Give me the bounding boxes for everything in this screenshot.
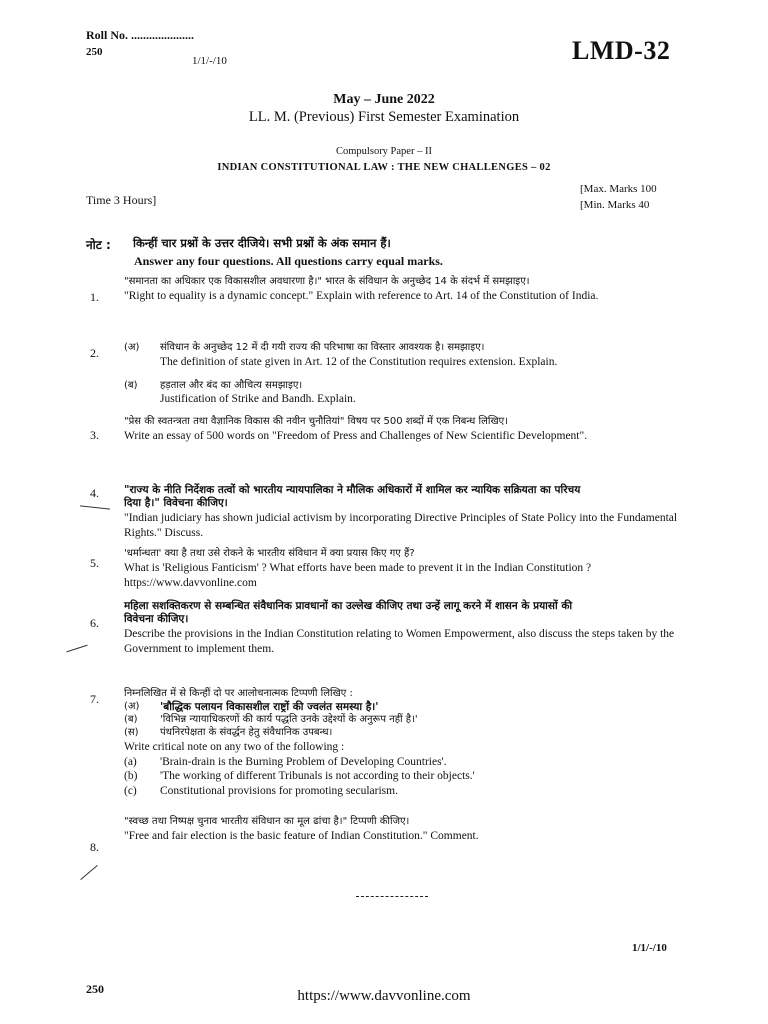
reference-code-top: 1/1/-/10 — [192, 55, 227, 67]
question-hindi: "राज्य के नीति निर्देशक तत्वों को भारतीय न्यायपालिका ने मौलिक अधिकारों में शामिल कर न्यायिक सक्रियता का परिचय — [124, 484, 581, 496]
question-number: 3. — [90, 428, 99, 442]
option-text: 'विभिन्न न्यायाधिकरणों की कार्य पद्धति उनके उद्देश्यों के अनुरूप नहीं है।' — [160, 714, 418, 726]
question-hindi: 'धर्मान्धता' क्या है तथा उसे रोकने के भारतीय संविधान में क्या प्रयास किए गए हैं? — [124, 548, 415, 559]
question-number: 8. — [90, 840, 99, 854]
paper-code: LMD-32 — [572, 36, 671, 65]
hindi-option — [124, 727, 684, 740]
exam-name: LL. M. (Previous) First Semester Examination — [248, 109, 520, 125]
question-hindi: महिला सशक्तिकरण से सम्बन्धित संवैधानिक प्रावधानों का उल्लेख कीजिए तथा उन्हें लागू करने में शासन के प्रयासों की — [124, 600, 573, 612]
option-label: (a) — [124, 755, 137, 768]
question-hindi: संविधान के अनुच्छेद 12 में दी गयी राज्य की परिभाषा का विस्तार आवश्यक है। समझाइए। — [160, 342, 485, 353]
option-text: पंथनिरपेक्षता के संवर्द्धन हेतु संवैधानिक उपबन्ध। — [160, 727, 333, 739]
question-1 — [124, 276, 684, 304]
exam-session: May – June 2022 — [333, 92, 435, 107]
question-number: 2. — [90, 346, 99, 360]
question-2 — [124, 342, 684, 407]
sub-question-label: (अ) — [124, 342, 140, 353]
english-option — [124, 755, 684, 770]
question-hindi: "प्रेस की स्वतन्त्रता तथा वैज्ञानिक विकास की नवीन चुनौतियां" विषय पर 500 शब्दों में एक निबन्ध लिखिए। — [124, 416, 508, 427]
option-text: 'The working of different Tribunals is not according to their objects.' — [160, 770, 475, 783]
hindi-option — [124, 714, 684, 727]
pen-mark — [80, 865, 97, 880]
pen-mark — [66, 645, 87, 653]
paper-serial-code: 250 — [86, 46, 103, 58]
note-english: Answer any four questions. All questions carry equal marks. — [134, 254, 443, 268]
end-divider — [356, 896, 428, 897]
option-text: 'बौद्धिक पलायन विकासशील राष्ट्रों की ज्वलंत समस्या है।' — [160, 700, 379, 713]
question-english: Write an essay of 500 words on "Freedom of Press and Challenges of New Scientific Development". — [124, 429, 588, 442]
option-text: 'Brain-drain is the Burning Problem of Developing Countries'. — [160, 755, 447, 768]
sub-question-b — [124, 380, 684, 408]
reference-code-bottom: 1/1/-/10 — [632, 942, 667, 954]
question-number: 5. — [90, 556, 99, 570]
paper-title: INDIAN CONSTITUTIONAL LAW : THE NEW CHALLENGES – 02 — [217, 162, 551, 173]
question-english: "Indian judiciary has shown judicial activism by incorporating Directive Principles of State Policy into the Fundamental Rights." Discuss. — [124, 511, 678, 539]
option-label: (स) — [124, 727, 139, 739]
question-8 — [124, 816, 684, 844]
question-hindi: "स्वच्छ तथा निष्पक्ष चुनाव भारतीय संविधान का मूल ढांचा है।" टिप्पणी कीजिए। — [124, 816, 410, 827]
sub-question-a — [124, 342, 684, 370]
question-hindi-continued: दिया है।" विवेचना कीजिए। — [124, 497, 228, 510]
question-4 — [124, 484, 684, 540]
option-label: (अ) — [124, 700, 140, 712]
question-english: What is 'Religious Fanticism' ? What efforts have been made to prevent it in the Indian Constitution ? — [124, 561, 592, 574]
question-hindi: निम्नलिखित में से किन्हीं दो पर आलोचनात्मक टिप्पणी लिखिए : — [124, 688, 353, 699]
question-english: The definition of state given in Art. 12 of the Constitution requires extension. Explain. — [160, 355, 558, 368]
question-english: "Free and fair election is the basic feature of Indian Constitution." Comment. — [124, 829, 479, 842]
question-english: "Right to equality is a dynamic concept." Explain with reference to Art. 14 of the Constitution of India. — [124, 289, 599, 302]
english-option — [124, 784, 684, 799]
english-option — [124, 769, 684, 784]
option-label: (ब) — [124, 714, 138, 726]
question-number: 1. — [90, 290, 99, 304]
option-label: (c) — [124, 784, 137, 797]
question-number: 6. — [90, 616, 99, 630]
option-label: (b) — [124, 770, 138, 783]
question-hindi: हड़ताल और बंद का औचित्य समझाइए। — [160, 379, 303, 391]
question-number: 7. — [90, 692, 99, 706]
question-7 — [124, 688, 684, 799]
option-text: Constitutional provisions for promoting secularism. — [160, 784, 398, 797]
roll-number-label: Roll No. ..................... — [86, 28, 194, 42]
question-5 — [124, 548, 684, 590]
time-allowed: Time 3 Hours] — [86, 193, 157, 207]
question-3 — [124, 416, 684, 444]
question-6 — [124, 600, 684, 656]
question-english: Justification of Strike and Bandh. Explain. — [160, 393, 356, 406]
question-number: 4. — [90, 486, 99, 500]
pen-mark — [80, 505, 110, 509]
paper-number: Compulsory Paper – II — [336, 146, 432, 157]
max-marks: [Max. Marks 100 — [580, 183, 657, 195]
question-hindi: "समानता का अधिकार एक विकासशील अवधारणा है।" भारत के संविधान के अनुच्छेद 14 के संदर्भ में समझाइए। — [124, 276, 530, 287]
question-english: Describe the provisions in the Indian Constitution relating to Women Empowerment, also discuss the steps taken by the Government to implement them. — [124, 627, 675, 655]
paper-serial-code-bottom: 250 — [86, 982, 104, 996]
note-hindi: किन्हीं चार प्रश्नों के उत्तर दीजिये। सभी प्रश्नों के अंक समान हैं। — [133, 236, 391, 250]
sub-question-label: (ब) — [124, 379, 138, 391]
question-english: Write critical note on any two of the following : — [124, 740, 345, 753]
note-label: नोट : — [86, 238, 111, 252]
hindi-option — [124, 701, 684, 714]
min-marks: [Min. Marks 40 — [580, 199, 650, 211]
watermark-url: https://www.davvonline.com — [124, 576, 257, 589]
question-hindi-continued: विवेचना कीजिए। — [124, 613, 189, 626]
footer-url: https://www.davvonline.com — [297, 988, 471, 1004]
